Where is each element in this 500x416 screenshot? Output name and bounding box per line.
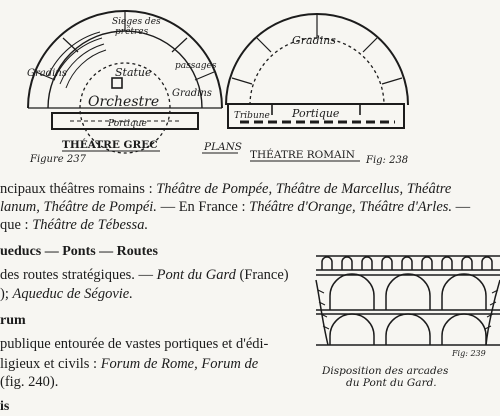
roman-label-tribune: Tribune xyxy=(234,111,270,121)
roman-figure-number: Fig: 238 xyxy=(366,155,409,166)
aqueduct-figure xyxy=(312,250,500,414)
greek-theatre-title: THÉATRE GREC xyxy=(62,139,158,151)
greek-label-passages: passages xyxy=(175,61,217,71)
text-line-9: ligieux et civils : Forum de Rome, Forum de xyxy=(0,356,259,372)
greek-label-orchestre: Orchestre xyxy=(88,94,160,110)
heading-bottom: is xyxy=(0,399,10,414)
heading-aqueducs: ueducs — Ponts — Routes xyxy=(0,244,158,259)
roman-label-gradins: Gradins xyxy=(292,34,336,47)
aqueduct-figure-number: Fig: 239 xyxy=(452,349,486,358)
greek-label-statue: Statue xyxy=(115,66,152,79)
aqueduct-caption-line1: Disposition des arcades xyxy=(322,365,449,377)
greek-figure-number: Figure 237 xyxy=(30,154,86,165)
greek-label-portique: Portique xyxy=(108,119,147,129)
roman-theatre-title: THÉATRE ROMAIN xyxy=(250,149,355,161)
text-line-1: ncipaux théâtres romains : Théâtre de Pompée, Théâtre de Marcellus, Théâtre xyxy=(0,181,452,197)
text-line-6: ); Aqueduc de Ségovie. xyxy=(0,286,133,302)
text-line-2: lanum, Théâtre de Pompéi. — En France : Théâtre d'Orange, Théâtre d'Arles. — xyxy=(0,199,471,215)
greek-label-sieges-2: prêtres xyxy=(115,27,149,37)
text-line-5: des routes stratégiques. — Pont du Gard (France) xyxy=(0,267,289,283)
text-line-3: que : Théâtre de Tébessa. xyxy=(0,217,149,233)
plans-label: PLANS xyxy=(204,141,243,153)
greek-label-gradins-left: Gradins xyxy=(27,68,67,79)
greek-label-sieges-1: Sieges des xyxy=(112,17,161,27)
roman-label-portique: Portique xyxy=(292,107,340,120)
greek-label-gradins-right: Gradins xyxy=(172,88,212,99)
theatre-plans-figure xyxy=(0,0,500,175)
aqueduct-caption-line2: du Pont du Gard. xyxy=(346,377,437,389)
text-line-10: (fig. 240). xyxy=(0,374,59,390)
text-line-8: publique entourée de vastes portiques et d'édi- xyxy=(0,336,269,352)
heading-forum: rum xyxy=(0,313,26,328)
